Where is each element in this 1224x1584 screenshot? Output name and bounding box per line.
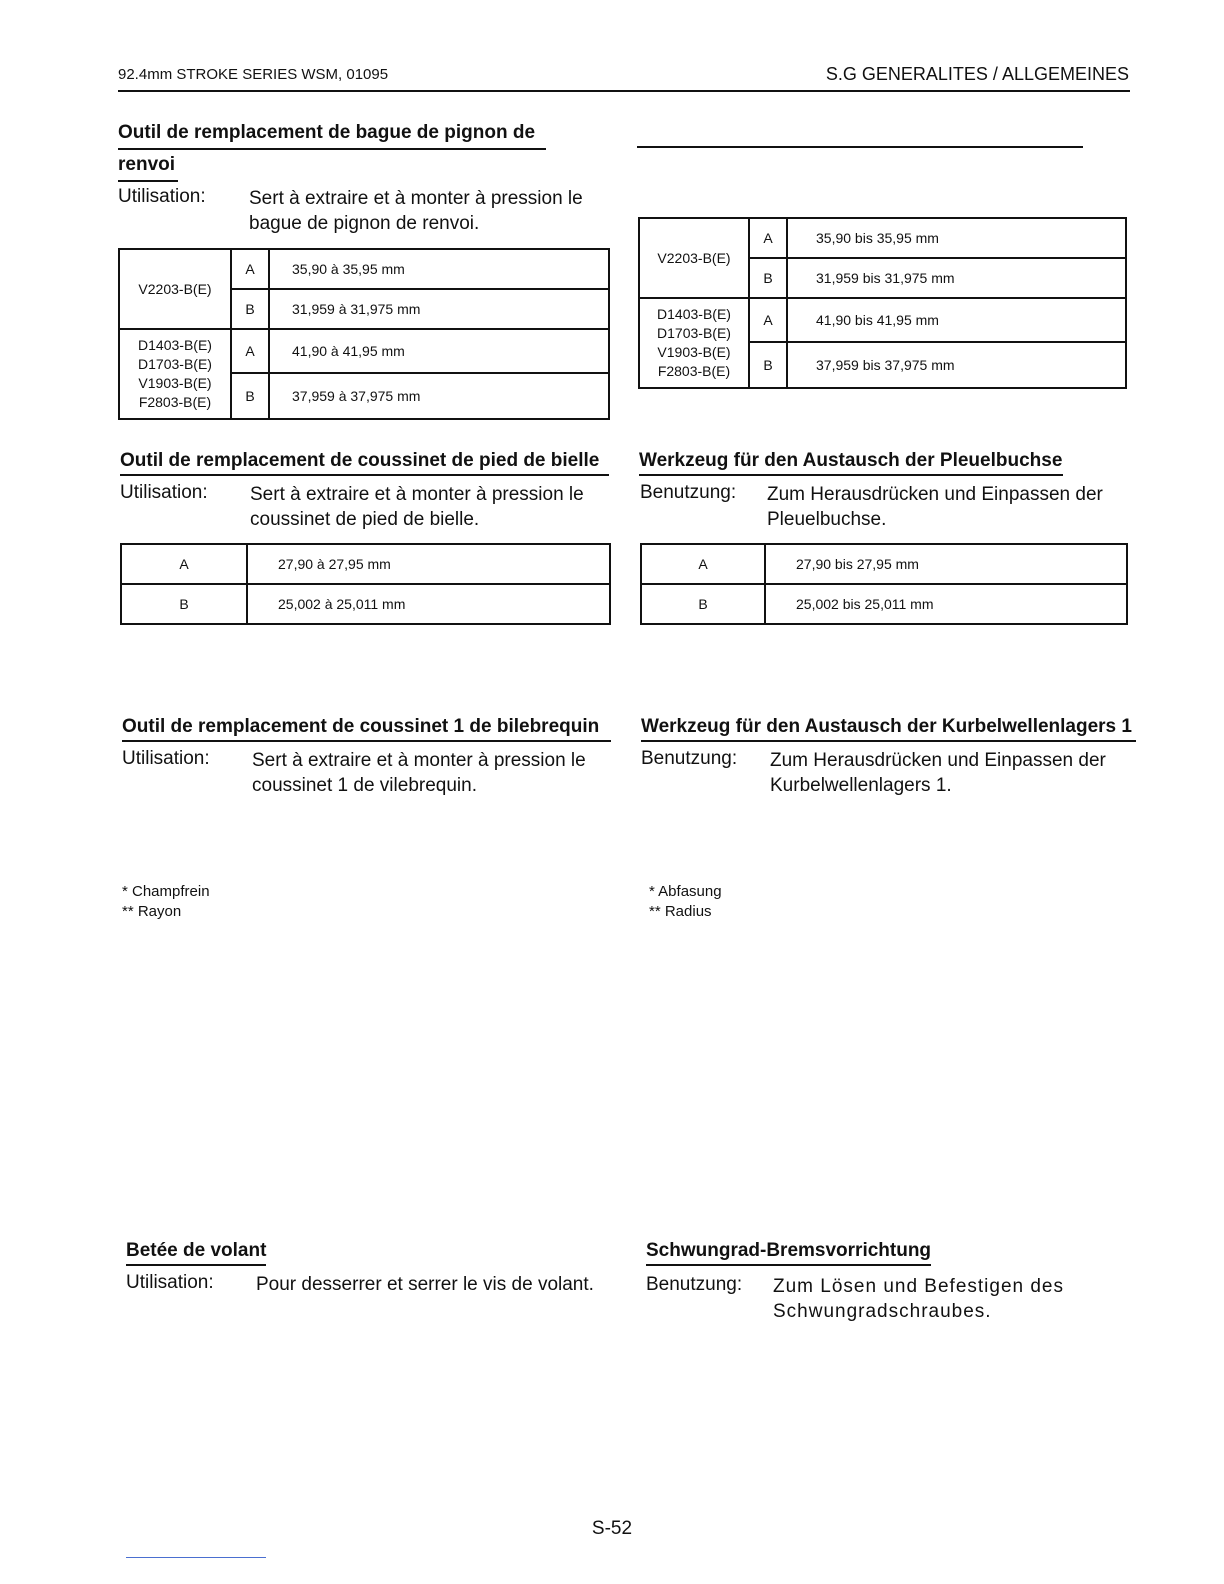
dim-value: 37,959 bis 37,975 mm (787, 342, 1126, 388)
dim-value: 35,90 à 35,95 mm (269, 249, 609, 289)
header-left: 92.4mm STROKE SERIES WSM, 01095 (118, 66, 389, 83)
dim-key: B (121, 584, 247, 624)
model-name: V1903-B(E) (657, 344, 731, 360)
idler-fr-label: Utilisation: (118, 186, 206, 207)
model-cell: V2203-B(E) (119, 249, 231, 329)
dim-key: A (121, 544, 247, 584)
dim-value: 31,959 à 31,975 mm (269, 289, 609, 329)
dim-key: B (749, 342, 787, 388)
header-right: S.G GENERALITES / ALLGEMEINES (825, 64, 1129, 84)
dim-key: B (231, 289, 269, 329)
crank-fr-note-radius: ** Rayon (122, 903, 182, 920)
model-name: D1403-B(E) (138, 337, 212, 353)
flywheel-fr-description: Pour desserrer et serrer le vis de volant. (256, 1274, 594, 1295)
page-number: S-52 (591, 1518, 633, 1539)
footer-rule (126, 1557, 266, 1558)
dim-value: 25,002 à 25,011 mm (247, 584, 610, 624)
dim-key: B (231, 373, 269, 419)
crank-de-description: Zum Herausdrücken und Einpassen der Kurbelwellenlagers 1. (770, 750, 1106, 796)
model-cell (119, 329, 231, 419)
model-name: V1903-B(E) (138, 375, 212, 391)
flywheel-fr-title: Betée de volant (126, 1240, 266, 1266)
dim-key: A (749, 298, 787, 342)
dim-key: B (749, 258, 787, 298)
model-cell (639, 298, 749, 388)
dim-value: 25,002 bis 25,011 mm (765, 584, 1127, 624)
model-name: D1703-B(E) (657, 325, 731, 341)
smallend-fr-description: Sert à extraire et à monter à pression le coussinet de pied de bielle. (250, 484, 584, 530)
crank-fr-description: Sert à extraire et à monter à pression le coussinet 1 de vilebrequin. (252, 750, 586, 796)
dim-key: A (231, 329, 269, 373)
smallend-de-table (640, 543, 1128, 625)
dim-value: 35,90 bis 35,95 mm (787, 218, 1126, 258)
dim-key: B (641, 584, 765, 624)
dim-value: 37,959 à 37,975 mm (269, 373, 609, 419)
idler-fr-table (118, 248, 610, 420)
crank-fr-title: Outil de remplacement de coussinet 1 de bilebrequin (122, 716, 611, 742)
flywheel-de-description: Zum Lösen und Befestigen des Schwungradschraubes. (773, 1276, 1065, 1322)
model-name: D1703-B(E) (138, 356, 212, 372)
idler-fr-description: Sert à extraire et à monter à pression le bague de pignon de renvoi. (249, 188, 583, 234)
model-name: D1403-B(E) (657, 306, 731, 322)
crank-fr-note-chamfer: * Champfrein (122, 883, 210, 900)
smallend-fr-table (120, 543, 611, 625)
dim-value: 41,90 à 41,95 mm (269, 329, 609, 373)
flywheel-de-title: Schwungrad-Bremsvorrichtung (646, 1240, 931, 1266)
dim-value: 41,90 bis 41,95 mm (787, 298, 1126, 342)
smallend-de-label: Benutzung: (640, 482, 737, 503)
idler-fr-title-underline-1 (118, 148, 546, 150)
dim-value: 27,90 bis 27,95 mm (765, 544, 1127, 584)
model-name: F2803-B(E) (138, 394, 212, 410)
dim-value: 27,90 à 27,95 mm (247, 544, 610, 584)
dim-key: A (749, 218, 787, 258)
idler-de-table (638, 217, 1127, 389)
idler-de-title-rule (637, 146, 1083, 148)
smallend-fr-title: Outil de remplacement de coussinet de pied de bielle (120, 450, 609, 476)
crank-fr-label: Utilisation: (122, 748, 210, 769)
idler-fr-title-line2: renvoi (118, 154, 176, 175)
header-rule (118, 90, 1130, 92)
dim-key: A (641, 544, 765, 584)
model-name: F2803-B(E) (657, 363, 731, 379)
smallend-fr-label: Utilisation: (120, 482, 208, 503)
crank-de-title: Werkzeug für den Austausch der Kurbelwellenlagers 1 (641, 716, 1136, 742)
smallend-de-description: Zum Herausdrücken und Einpassen der Pleuelbuchse. (767, 484, 1103, 530)
dim-value: 31,959 bis 31,975 mm (787, 258, 1126, 298)
crank-de-note-chamfer: * Abfasung (649, 883, 722, 900)
model-cell: V2203-B(E) (639, 218, 749, 298)
idler-fr-title-underline-2 (118, 180, 178, 182)
flywheel-de-label: Benutzung: (646, 1274, 743, 1295)
dim-key: A (231, 249, 269, 289)
crank-de-label: Benutzung: (641, 748, 738, 769)
smallend-de-title: Werkzeug für den Austausch der Pleuelbuchse (639, 450, 1063, 476)
flywheel-fr-label: Utilisation: (126, 1272, 214, 1293)
crank-de-note-radius: ** Radius (649, 903, 712, 920)
idler-fr-title-line1: Outil de remplacement de bague de pignon de (118, 122, 536, 143)
